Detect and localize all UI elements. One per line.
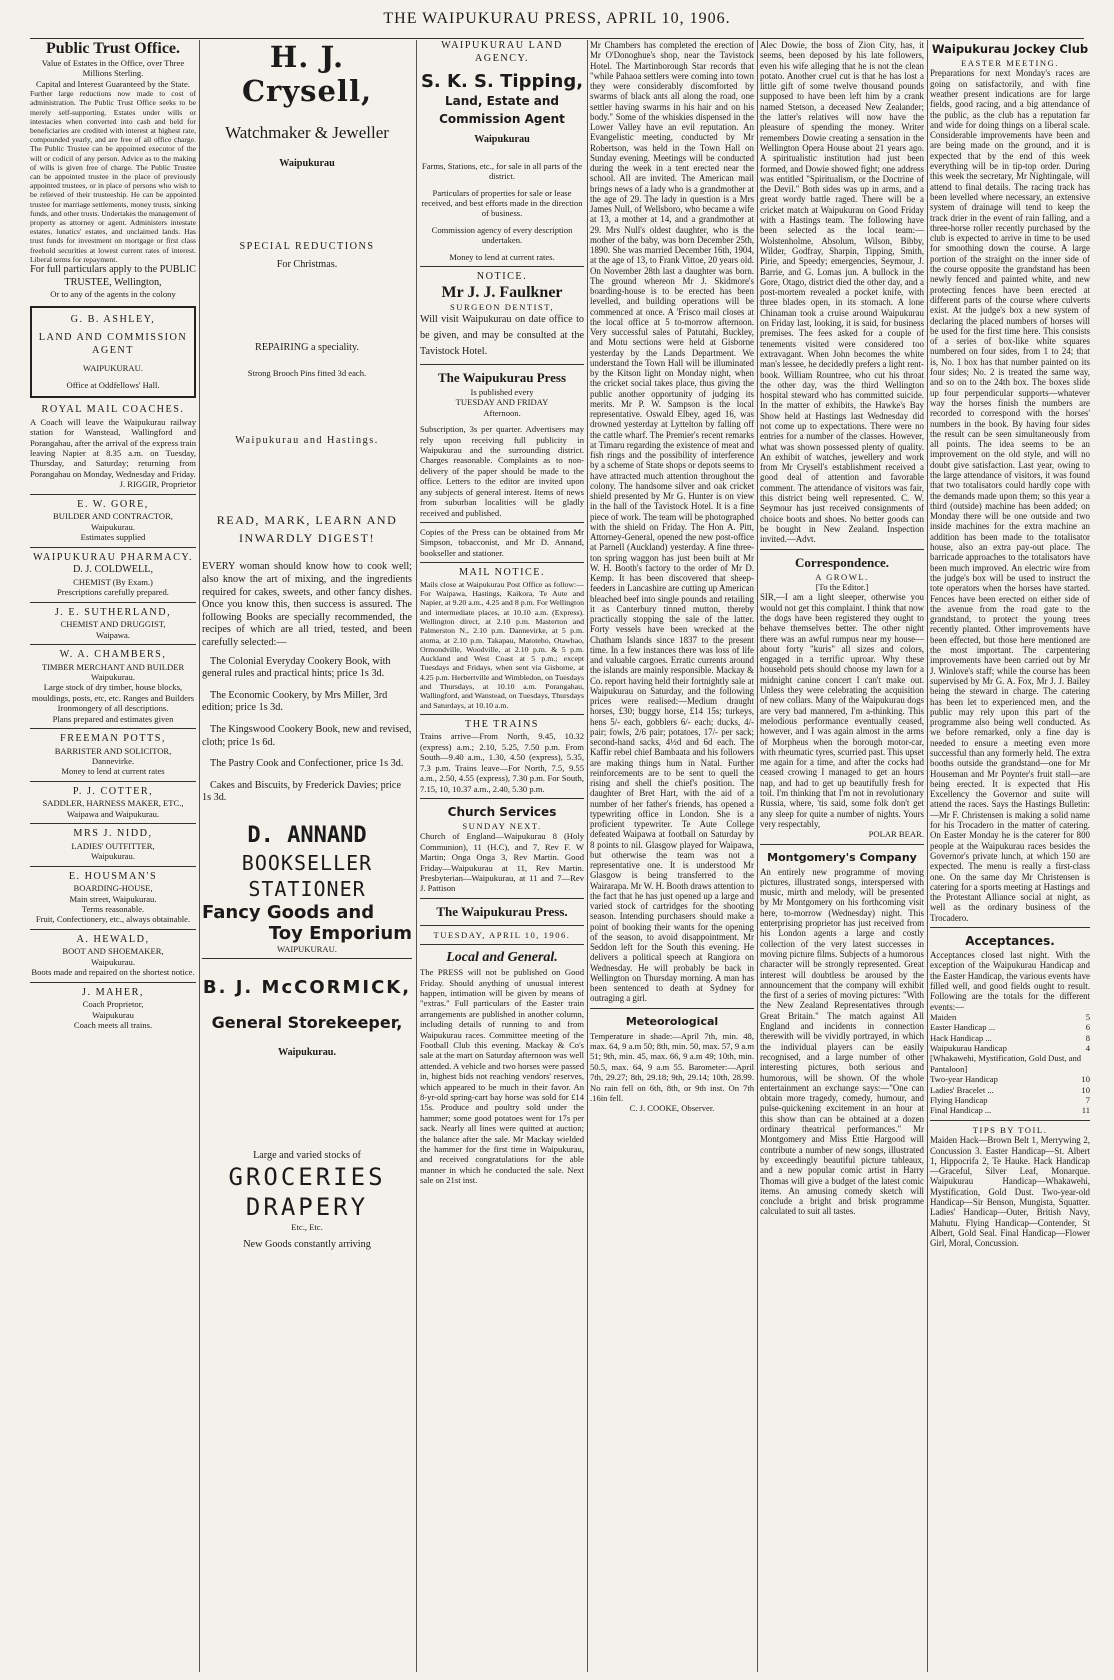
- annand-place: WAIPUKURAU.: [277, 943, 337, 954]
- housman-note: Fruit, Confectionery, etc., always obtainable.: [35, 914, 191, 925]
- hewald-place: Waipukurau.: [91, 956, 135, 967]
- column-3: [420, 40, 584, 1672]
- cotter-name: P. J. COTTER,: [72, 785, 154, 797]
- sutherland-place: Waipawa.: [96, 629, 130, 640]
- maher-role: Coach Proprietor,: [82, 999, 144, 1010]
- potts-note: Money to lend at current rates: [61, 766, 165, 777]
- press-body: Subscription, 3s per quarter. Advertisers may rely upon receiving full publicity in Waipukurau and the surrounding district. Charges reasonable. Complaints as to non-delivery of the paper should be made to the office. Letters to the editor are invited upon any subjects of general interest. Items of news from suburban localities will be gladly received and published.: [420, 424, 584, 518]
- new-goods: New Goods constantly arriving: [243, 1238, 371, 1250]
- event-row: [930, 1033, 1090, 1043]
- etc-line: Etc., Etc.: [291, 1222, 323, 1233]
- event-count: 6: [1085, 1022, 1090, 1033]
- crysell-towns: Waipukurau and Hastings.: [235, 434, 379, 446]
- trust-capital: Capital and Interest Guaranteed by the State.: [36, 78, 190, 89]
- annand-toy: Toy Emporium: [268, 922, 412, 944]
- growl-title: A GROWL.: [815, 571, 869, 582]
- column-divider: [927, 40, 928, 1672]
- trust-title: Public Trust Office.: [45, 40, 181, 57]
- special-sub: For Christmas.: [276, 259, 338, 271]
- column-1: [30, 40, 196, 1672]
- chambers-role: TIMBER MERCHANT AND BUILDER: [41, 661, 185, 672]
- nidd-role: LADIES' OUTFITTER,: [71, 840, 155, 851]
- tipping-commission: Commission agency of every description undertaken.: [431, 224, 573, 246]
- mail-body: Mails close at Waipukurau Post Office as follow:— For Waipawa, Hastings, Kaikora, Te Aute and Napier, at 9.20 a.m., 4.25 and 8 p.m. For Wellington and intermediate places, at 10.10 a.m. (Express). Wellington direct, at 2.10 p.m. Masterton and Palmerston N., 2.10 p.m. Dannevirke, at 5 p.m. atoma, at 2.10 p.m. Takapau, Matoteho, Otawhao, Ormondville, Woodville, at 2.10 p.m. & 5 p.m. Auckland and West Coast at 5 p.m.; except Tuesdays and Fridays, when sent via Gisborne, at 4.25 p.m. Herbertville and Wimbledon, on Tuesdays and Thursdays, at 10.10 a.m. Porangahau, Wallingford, and Wanstead, on Tuesdays, Thursdays and Saturdays, at 10.10 a.m.: [420, 579, 584, 710]
- annand-fancy: Fancy Goods and: [202, 901, 375, 923]
- cotter-place: Waipawa and Waipukurau.: [66, 808, 160, 819]
- event-name: Maiden: [930, 1011, 957, 1022]
- tips-title: TIPS BY TOIL.: [972, 1124, 1048, 1135]
- tipping-farms: Farms, Stations, etc., for sale in all parts of the district.: [421, 160, 583, 182]
- event-count: 10: [1081, 1084, 1090, 1095]
- event-row: [930, 1085, 1090, 1095]
- press-title-2: The Waipukurau Press.: [436, 903, 568, 919]
- repairing: REPAIRING a speciality.: [255, 341, 359, 353]
- met-sign: C. J. COOKE, Observer.: [629, 1103, 715, 1114]
- event-count: 10: [1081, 1074, 1090, 1085]
- mccormick-name: B. J. McCORMICK,: [202, 977, 412, 999]
- drapery: DRAPERY: [245, 1193, 369, 1222]
- trust-sub: Value of Estates in the Office, over Three Millions Sterling.: [41, 58, 185, 79]
- church-title: Church Services: [447, 804, 557, 819]
- crysell-place: Waipukurau: [279, 158, 335, 169]
- growl-to: [To the Editor.]: [815, 581, 869, 592]
- hewald-role: BOOT AND SHOEMAKER,: [62, 946, 164, 957]
- read-body: EVERY woman should know how to cook well; also know the art of mixing, and the ingredients required for cakes, sweets, and other fancy dishes. Once you know this, then success is assured. The following Books are specially recommended, the recipes of which are all tried, tested, and been carefully selected:—: [202, 561, 412, 648]
- press-title: The Waipukurau Press: [437, 370, 567, 386]
- hewald-name: A. HEWALD,: [76, 933, 150, 945]
- press-pub: Is published every: [470, 387, 534, 398]
- special-reductions: SPECIAL REDUCTIONS: [239, 240, 375, 252]
- housman-role: BOARDING-HOUSE,: [73, 883, 153, 894]
- stocks-line: Large and varied stocks of: [253, 1149, 361, 1161]
- housman-terms: Terms reasonable.: [81, 903, 145, 914]
- potts-place: Dannevirke.: [91, 755, 135, 766]
- events-list: [930, 1012, 1090, 1116]
- faulkner-role: SURGEON DENTIST,: [449, 301, 555, 312]
- pharmacy-role: CHEMIST (By Exam.): [73, 576, 153, 587]
- news-body: Alec Dowie, the boss of Zion City, has, it seems, been deposed by his late followers, even his wife alleging that he is not the clean potato. Another cruel cut is that he has lost a little gift of some twelve thousand pounds supposed to have been left him by a crank named Stetson, a deceased New Zealander; the latter's relatives will now have the pleasure of spending the money. Writer remembers Dowie creating a sensation in the Wellington Opera House about 21 years ago. A spiritualistic institution had just been formed, and Dowie showed fight; one address was entitled "Spiritualism, or the Doctrine of the Devil." Both sides was up in arms, and a great wordy battle raged. There will be a cricket match at Waipukurau on Good Friday with a Hastings team. The following have been selected as the local team:—Wolstenholme, Absolum, Wilson, Bibby, Wilder, Godfray, Sharpin, Tipping, Smith, Pirie, and Speedy; emergencies, Seymour, J. Barrie, and G. Lomas jun. A bullock in the Gore, Otago, district died the other day, and a post-mortem revealed a pocket knife, with three blades open, in its stomach. A lone Chinaman took a cruise around Waipukurau on Friday last, looking, it is said, for business premises. The fees asked for a couple of tenements visited were considered too extravagant. When John becomes the white man's lessee, he decidedly prefers a light rent-book. William Rountree, who cut his throat the other day, was the third Wellington hospital steward who has committed suicide. In the matter of exhibits, the Hawke's Bay Show held at Hastings last Wednesday did not come up to expectations. There were no entries for a number of the classes. However, what was shown possessed plenty of quality. An exhibit of watches, jewellery and work from Mr Crysell's establishment received a good deal of attention and favorable comment. The attendance of visitors was fair, this district being well represented. C. W. Seymour has just received consignments of choice boots and shoes. No better goods can be bought in New Zealand. Inspection invited.—Advt.: [760, 40, 924, 545]
- event-count: 8: [1085, 1032, 1090, 1043]
- event-count: 4: [1085, 1043, 1090, 1054]
- agency-title: WAIPUKURAU LAND AGENCY.: [441, 40, 563, 64]
- hewald-note: Boots made and repaired on the shortest notice.: [31, 967, 195, 978]
- crysell-role: Watchmaker & Jeweller: [225, 123, 389, 142]
- chambers-name: W. A. CHAMBERS,: [59, 648, 167, 660]
- faulkner-body: Will visit Waipukurau on date office to be given, and may be consulted at the Tavistock Hotel.: [420, 314, 584, 358]
- coaches-prop: J. RIGGIR, Proprietor: [119, 479, 196, 490]
- column-4: [590, 40, 754, 1672]
- cotter-role: SADDLER, HARNESS MAKER, ETC.,: [42, 798, 184, 809]
- jockey-body: Preparations for next Monday's races are going on satisfactorily, and with fine weather present indications are for large fields, good racing, and a big attendance of the public, as the club has a reputation far and wide for doing things on a liberal scale. Considerable improvements have been and are being made on the ground, and it is expected that by the end of this week everything will be in tip-top order. During this week the secretary, Mr Nightingale, will attend to final details. The racing track has been levelled where necessary, an extensive system of drainage will tend to keep the track drier in the event of rain falling, and a three-horse roller recently purchased by the club is expected to arrive in time to be used for smoothing down the course. A large portion of the straight on the inner side of the course opposite the grandstand has been newly fenced and painted white, and new protecting fences have been erected at different parts of the course where culverts exist. At the judge's box a new system of declaring the placed numbers of horses will be used for the first time here. This consists of a series of box-like white squares numbered on four sides, from 1 to 24; that is, No. 1 box has that number painted on its four sides; No. 2 is treated the same way, and so on to the 24th box. The boxes slide up four perpendicular supports—whatever way the horses finish the numbers are recorded to correspond with the horses' numbers in the book. By having four sides the result can be seen simultaneously from all points. The idea seems to be an improvement on the old style, and will no doubt give satisfaction. Last year, owing to the large attendance of visitors, it was found that two totalisators could hardly cope with the demands made upon them; so this year a third (outside) machine has been added; on Monday there will be one outside and two inside machines for the extra machine an addition has been made to the totalisator house, also an extra pay-out place. The barricade approaches to the totalisators have been much improved. An electric wire from the judge's box will be used to instruct the tote operators when the horses have started. Fences have been erected on either side of the avenue from the road gate to the grandstand, to protect the young trees recently planted. Other improvements have been effected, but those here mentioned are the most important. The carpentering improvements have been carried out by Mr J. Winlove's staff; while the course has been supervised by Mr G. A. Fox, Mr J. J. Bailey being the steward in charge. The catering has been let to experienced men, and the public may rely upon this part of the programme also being well conducted. As we before remarked, only a fine day is needed to ensure a meeting even more successful than any formerly held. The extra booths outside the grandstand—one for Mr Houseman and Mr Poynter's fruit stall—are being erected. It is expected that His Excellency the Governor and suite will attend the races. Says the Hastings Bulletin:—Mr F. Christensen is making a solid name for his Trocadero in the matter of catering. On Easter Monday he is the caterer for 800 people at the Waipukurau races besides the Governor's private lunch, at which 150 are expected. The menu is really a first-class one. On the same day Mr Christensen is catering for a sports meeting at Hastings and the Protestant Alliance social at night, as well as the ordinary business of the Trocadero.: [930, 68, 1090, 923]
- event-row: [930, 1022, 1090, 1032]
- church-sub: SUNDAY NEXT.: [462, 820, 542, 831]
- montgomery-title: Montgomery's Company: [767, 850, 917, 864]
- event-row: [930, 1043, 1090, 1053]
- book-item: The Economic Cookery, by Mrs Miller, 3rd edition; price 1s 3d.: [202, 689, 388, 714]
- book-item: Cakes and Biscuits, by Frederick Davies; price 1s 3d.: [202, 779, 401, 804]
- column-6: [930, 40, 1090, 1672]
- maher-name: J. MAHER,: [82, 986, 144, 998]
- crysell-name: H. J. Crysell,: [241, 40, 373, 108]
- mail-title: MAIL NOTICE.: [458, 567, 546, 579]
- coaches-title: ROYAL MAIL COACHES.: [41, 404, 185, 416]
- masthead: THE WAIPUKURAU PRESS, APRIL 10, 1906.: [383, 10, 731, 27]
- tipping-role: Land, Estate and Commission Agent: [439, 94, 565, 127]
- event-name: Hack Handicap ...: [930, 1032, 992, 1043]
- chambers-place: Waipukurau.: [91, 671, 135, 682]
- gore-estimates: Estimates supplied: [80, 532, 146, 543]
- event-count: 5: [1085, 1011, 1090, 1022]
- chambers-body: Large stock of dry timber, house blocks, mouldings, posts, etc, etc. Ranges and Builders Ironmongery of all descriptions.: [31, 682, 195, 714]
- event-name: Waipukurau Handicap: [930, 1043, 1007, 1054]
- jockey-title: Waipukurau Jockey Club: [931, 42, 1089, 56]
- housman-place: Main street, Waipukurau.: [69, 893, 157, 904]
- housman-name: E. HOUSMAN'S: [68, 870, 158, 882]
- trains-title: THE TRAINS: [465, 718, 539, 730]
- local-title: Local and General.: [446, 950, 558, 966]
- column-5: [760, 40, 924, 1672]
- gore-name: E. W. GORE,: [77, 498, 149, 510]
- event-row: [930, 1012, 1090, 1022]
- tips-body: Maiden Hack—Brown Belt 1, Merrywing 2, Concussion 3. Easter Handicap—St. Albert 1, Hippocrifa 2, Te Hauke. Hack Handicap—Graceful, Silver Leaf, Monarque. Waipukurau Handicap—Whakawehi, Mystification, Gold Dust. Two-year-old Handicap—Sir Benson, Mungista, Squatter. Ladies' Handicap—Outer, British Navy, Mahutu. Flying Handicap—Contender, St Albert, Gold Seal. Final Handicap—Flower Girl, Moral, Concussion.: [930, 1135, 1090, 1249]
- dateline: TUESDAY, APRIL 10, 1906.: [433, 929, 571, 940]
- corr-title: Correspondence.: [794, 554, 889, 570]
- chambers-plans: Plans prepared and estimates given: [52, 713, 174, 724]
- met-title: Meteorological: [625, 1014, 719, 1028]
- mccormick-role: General Storekeeper,: [211, 1013, 403, 1033]
- pharmacy-note: Prescriptions carefully prepared.: [57, 587, 169, 598]
- ashley-role: LAND AND COMMISSION AGENT: [38, 332, 188, 356]
- tipping-name: S. K. S. Tipping,: [420, 71, 584, 93]
- press-days: TUESDAY AND FRIDAY: [455, 397, 549, 408]
- event-name: Final Handicap ...: [930, 1105, 992, 1116]
- event-row: [930, 1105, 1090, 1115]
- column-divider: [757, 40, 758, 1672]
- accept-body: Acceptances closed last night. With the exception of the Waipukurau Handicap and the Easter Handicap, the various events have filled well, and good fields ought to result. Following are the totals for the different events:—: [930, 950, 1090, 1012]
- maher-place: Waipukurau: [92, 1009, 134, 1020]
- growl-sign: POLAR BEAR.: [868, 829, 924, 840]
- read-title: READ, MARK, LEARN AND INWARDLY DIGEST!: [216, 513, 398, 546]
- gore-place: Waipukurau.: [91, 521, 135, 532]
- mccormick-place: Waipukurau.: [277, 1047, 337, 1059]
- column-divider: [587, 40, 588, 1672]
- nidd-name: MRS J. NIDD,: [73, 828, 153, 840]
- book-item: The Kingswood Cookery Book, new and revised, cloth; price 1s 6d.: [202, 723, 412, 748]
- growl-body: SIR,—I am a light sleeper, otherwise you would not get this complaint. I think that now the dogs have been registered they ought to behave themselves better. The other night there was an awful rumpus near my house—about forty "kuris" all sizes and colors, engaged in a terrific uproar. Why these household pets should choose my lawn for a midnight canine concert I can't make out. Unless they were celebrating the acquisition of new collars. Many of the Waipukurau dogs are very bad mannered, I'm a-thinking. This melodious performance eventually ceased, however, and I was again almost in the arms of Morpheus when the borough motor-car, with rheumatic tyres, scurried past. This upset me again for a time, and after the cocks had ceased crowing I managed to get an hours nap, and had to get up beautifully fresh for toil. I'm thinking that I'm not in revolutionary Russia, where, 'tis said, some folk don't get any sleep for quite a number of nights. Yours very respectably,: [760, 592, 924, 829]
- maher-note: Coach meets all trains.: [73, 1020, 153, 1031]
- event-row: [930, 1074, 1090, 1084]
- tipping-particulars: Particulars of properties for sale or lease received, and best efforts made in the direction of business.: [421, 187, 583, 219]
- event-name: Easter Handicap ...: [930, 1022, 996, 1033]
- book-item: The Pastry Cook and Confectioner, price 1s 3d.: [210, 758, 404, 770]
- ashley-ad: [30, 306, 196, 399]
- brooch-pins: Strong Brooch Pins fitted 3d each.: [247, 368, 367, 379]
- coaches-body: A Coach will leave the Waipukurau railway station for Wanstead, Wallingford and Porangahau, after the arrival of the express train leaving Napier at 8.35 a.m. on Tuesday, Thursday, and Saturday; returning from Porangahau on Monday, Wednesday and Friday.: [30, 416, 196, 479]
- press-copies: Copies of the Press can be obtained from Mr Simpson, tobacconist, and Mr D. Annand, bookseller and stationer.: [420, 526, 584, 558]
- gore-role: BUILDER AND CONTRACTOR,: [53, 511, 173, 522]
- notice-title: NOTICE.: [476, 271, 528, 283]
- ashley-name: G. B. ASHLEY,: [70, 313, 156, 325]
- trains-body: Trains arrive—From North, 9.45, 10.32 (express) a.m.; 2.10, 5.25, 7.50 p.m. From South—9.40 a.m., 1.30, 4.50 (express), 5.35, 7.3 p.m. Trains leave—For North, 7.5, 9.55 a.m., 2.50, 4.55 (express), 7.30 p.m. For South, 7.15, 10, 10.37 a.m., 2.40, 5.30 p.m.: [420, 731, 584, 794]
- sutherland-name: J. E. SUTHERLAND,: [54, 606, 172, 618]
- annand-role: BOOKSELLER STATIONER: [241, 850, 373, 901]
- news-body: Mr Chambers has completed the erection of Mr O'Donoghue's shop, near the Tavistock Hotel. The Martinborough Star records that "while Pahaoa settlers were coming into town they were considerably discomforted by swarms of black ants all along the road, one settler having swarms in his hair and on his body." Some of the whiskies dispensed in the Lower Valley have an evil reputation. An Evangelistic meeting, conducted by Mr Robertson, was held in the Town Hall on Sunday evening. Meetings will be conducted during the week in a tent erected near the school. All are invited. The American mail brings news of a lady who is a grandmother at the age of 29. The lady in question is a Mrs James Null, of Wellsboro, who became a wife at 13, a mother at 14, and a grandmother at 29. Mrs Null's oldest daughter, who is the mother of the baby, was born December 25th, 1890. She was married December 16th, 1904, at the age of 13, to Frank Vittoe, 20 years old. On November 28th last a daughter was born. The ground whereon Mr J. Skidmore's boarding-house is to be erected has been levelled, and building operations will be commenced at once. A 'Frisco mail closes at the local office at 5 to-morrow afternoon. Very successful sales of Patutahi, Buckley, and Motu sections were held at Gisborne yesterday by the Lands Department. We understand the Town Hall will be illuminated by the Kitson light on Monday night, when the cricket social takes place, thus giving the public another opportunity of judging its merits. Mr P. W. Sampson is the local representative. Oswald Elbey, aged 16, was drowned yesterday at Lyttelton by falling off the cattle wharf. The Premier's recent remarks at Timaru regarding the existence of meat and fish rings and the possibility of interference by a scheme of State shops or depots seems to have attracted much attention throughout the colony. The handsome silver and oak cricket shield presented by Mr G. Hunter is on view in the hall of the Tavistock Hotel. It is a fine piece of work. The team will be photographed with the shield on Friday. The Hon A. Pitt, Attorney-General, opened the new post-office at Parnell (Auckland) yesterday. A fine three-ton spring waggon has just been built at Mr W. H. Booth's factory to the order of Mr D. Kemp. It has been discovered that sheep-feeders in Lancashire are cutting up American bleached beef into single pounds and retailing it as Canterbury tinned mutton, thereby practically stopping the sale of the latter. Forty vessels have been wrecked at the Chatham Islands since 1837 to the present time. In a few instances there was loss of life and valuable cargoes. Erratic currents around the islands are mainly responsible. Mackay & Co. report having held their fortnightly sale at Waipukurau on Saturday, and the following prices were realised:—Medium draught horses, £30; buggy horse, £14 15s; turkeys, hens 5/- each, gobblers 6/- each; ducks, 4/- pair; fowls, 2/6 pair; potatoes, 17/- per sack; second-hand sacks, 4½d and 6d each. The Kaffir rebel chief Bambaata and his followers are making things hum in Natal. Further reinforcements are to be sent to quell the rising and shell the chief's position. The daughter of Bret Hart, with the aid of a number of her father's friends, has opened a typewriting office in London. She is a proficient typewriter. Te Aute College defeated Waipawa at football on Saturday by 8 points to nil. Glasgow played for Waipawa, but otherwise the team was not a representative one. It is understood Mr Glasgow is being transferred to the Wairarapa. Mr W. H. Booth draws attention to the fact that he has just opened up a large and varied stock of cartridges for the shooting season. Intending purchasers should make a point of booking their wants for the opening of the season, to avoid disappointment. Mr Seddon left for the South this evening. He delivers a political speech at Rangiora on Wednesday. He will probably be back in Wellington on Thursday morning. A man has been sentenced to death at Sydney for outraging a girl.: [590, 40, 754, 1004]
- event-count: 11: [1081, 1105, 1090, 1116]
- pharmacy-name: D. J. COLDWELL,: [72, 564, 154, 576]
- top-rule: [30, 38, 1084, 39]
- trust-foot2: Or to any of the agents in the colony: [50, 289, 176, 300]
- event-row: [930, 1053, 1090, 1074]
- potts-role: BARRISTER AND SOLICITOR,: [54, 745, 172, 756]
- tipping-money: Money to lend at current rates.: [449, 251, 555, 262]
- event-name: Flying Handicap: [930, 1095, 988, 1106]
- groceries: GROCERIES: [228, 1163, 386, 1192]
- easter-title: EASTER MEETING.: [961, 58, 1059, 68]
- pharmacy-title: WAIPUKURAU PHARMACY.: [32, 551, 193, 563]
- trust-body: Further large reductions now made to cost of administration. The Public Trust Office seeks to be merely self-supporting. Estates under wills or intestacies when converted into cash and held for beneficiaries are credited with interest at highest rate, compounded yearly, and are free of all office charge. The Public Trustee can be appointed executor of the will or codicil of any person. Advice as to the making of wills is given free of charge. The Public Trustee can be appointed trustee in the place of previously appointed trustees, or in place of persons who wish to be relieved of their trusteeship. He can be appointed trustee for marriage settlements, money trusts, sinking funds, and other trusts. Undertakes the management of property as attorney or agent. Administers intestate estates, lunatics' estates, and unclaimed lands. Has trust funds for investment on mortgage or first class freehold securities at lowest current rates of interest. Liberal terms for repayment.: [30, 89, 196, 264]
- press-time: Afternoon.: [483, 407, 521, 418]
- annand-name: D. ANNAND: [247, 822, 367, 848]
- column-2: [202, 40, 412, 1672]
- trust-foot: For full particulars apply to the PUBLIC TRUSTEE, Wellington,: [30, 264, 196, 288]
- event-name: Ladies' Bracelet ...: [930, 1084, 994, 1095]
- book-list: [202, 656, 412, 805]
- book-item: The Colonial Everyday Cookery Book, with general rules and practical hints; price 1s 3d.: [202, 655, 391, 680]
- potts-name: FREEMAN POTTS,: [60, 732, 166, 744]
- column-divider: [416, 40, 417, 1672]
- ashley-place: WAIPUKURAU.: [83, 363, 143, 374]
- local-body: The PRESS will not be published on Good Friday. Should anything of unusual interest happen, intimation will be given by means of "extras." Full particulars of the Easter train arrangements are published in another column, including details of running to and from Waipukurau races. Committee meeting of the Football Club this evening. Mackay & Co's sale at the mart on Saturday afternoon was well attended. A vehicle and two horses were passed in, highest bids not reaching vendors' reserves, which appeared to be much in their favor. An 8-yr-old spring-cart bay horse was sold for £14 15s. Produce and poultry sold under the hammer; some good potatoes went for 17s per sack. Nearly all lines were quitted at auction; the balance after the sale. Mr Mackay wielded the hammer for the first time in Waipukurau, and received congratulations for the able manner in which he conducted the sale. Next sale on 21st inst.: [420, 967, 584, 1186]
- column-divider: [199, 40, 200, 1672]
- ashley-office: Office at Oddfellows' Hall.: [66, 379, 160, 390]
- church-body: Church of England—Waipukurau 8 (Holy Communion), 11 (H.C), and 7, Rev F. W Martin; Onga Onga 3, Rev Martin. Good Friday—Waipukurau at 11, Rev Martin. Presbyterian—Waipukurau, at 11 and 7—Rev J. Pattison: [420, 831, 584, 894]
- nidd-place: Waipukurau.: [91, 851, 135, 862]
- montgomery-body: An entirely new programme of moving pictures, illustrated songs, interspersed with music, mirth and melody, will be presented by Mr Montgomery on his forthcoming visit here, to-morrow (Wednesday) night. This enterprising proprietor has just received from his London agents a large and costly collection of the very latest successes in moving picture films. Subjects of a humorous character will be strongly represented. Great interest will doubtless be aroused by the announcement that the company will exhibit the first of a series of moving pictures: "With the New Zealand Representatives through Great Britain." The match against All England and incidents in connection therewith will be vividly portrayed, in which the individual players can be easily recognised, and a large number of other interesting pictures, both serious and humorous, will be shown. Of the whole entertainment an exchange says:—"One can obtain more tragedy, comedy, humour, and pulse-quickening excitement in an hour at this show than can be obtained at a dozen ordinary theatrical performances." Mr Montgomery and Miss Ettie Hargood will contribute a number of new songs, illustrated by exceedingly beautiful picture tableaux, and a new popular comic artist in Harry Thomas will give a budget of the latest comic items. An amusing comedy sketch will conclude a bright and brisk programme calculated to suit all tastes.: [760, 866, 924, 1217]
- accept-title: Acceptances.: [965, 934, 1055, 949]
- faulkner-name: Mr J. J. Faulkner: [441, 283, 563, 301]
- event-row: [930, 1095, 1090, 1105]
- sutherland-role: CHEMIST AND DRUGGIST,: [60, 619, 166, 630]
- event-count: 7: [1085, 1095, 1090, 1106]
- event-name: Two-year Handicap: [930, 1074, 998, 1085]
- tipping-place: Waipukurau: [474, 134, 530, 146]
- event-name: [Whakawehi, Mystification, Gold Dust, and Pantaloon]: [930, 1053, 1082, 1074]
- met-body: Temperature in shade:—April 7th, min. 48, max. 64, 9 a.m 50; 8th, min. 50, max. 57, 9 a.m 51; 9th, min. 45, max. 66, 9 a.m 49; 10th, min. 50.5, max. 64, 9 a.m 55. Barometer:—April 7th, 29.27; 8th, 29.18; 9th, 29.14; 10th, 28.99. No rain fell on 6th, 8th, or 9th inst. On 7th .16in fell.: [590, 1030, 754, 1103]
